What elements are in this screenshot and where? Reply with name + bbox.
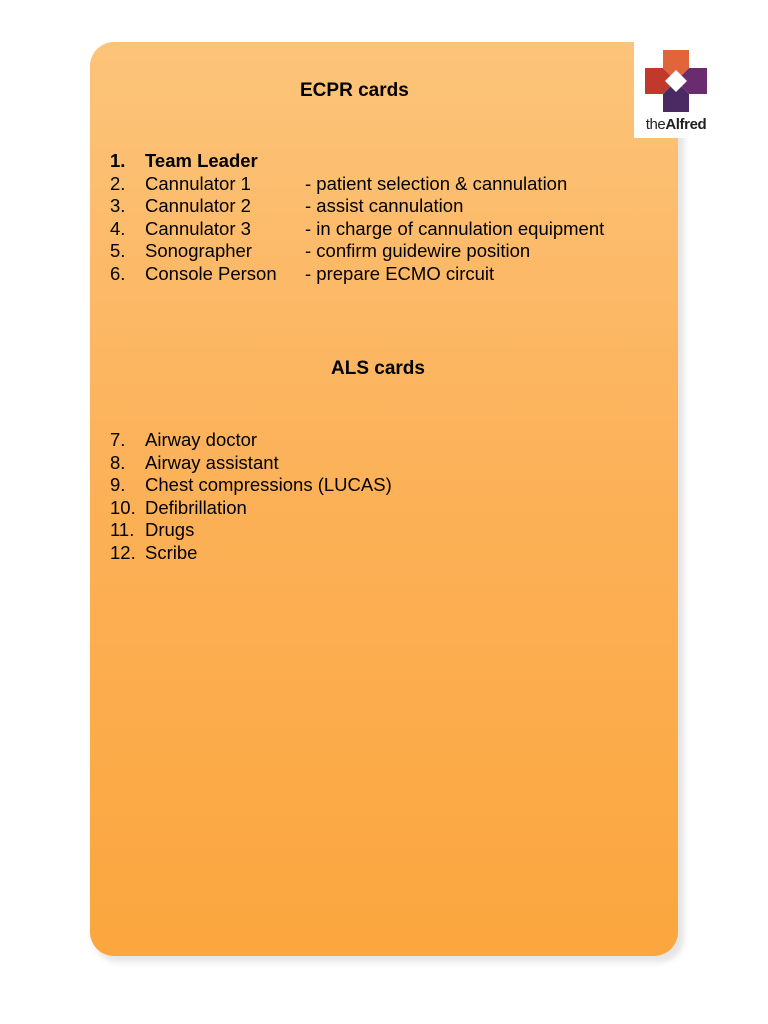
item-role: Team Leader <box>145 150 258 171</box>
item-number: 12. <box>110 541 136 563</box>
item-task: - prepare ECMO circuit <box>305 262 495 284</box>
item-number: 9. <box>110 474 126 495</box>
item-number: 3. <box>110 195 126 216</box>
item-task: - confirm guidewire position <box>305 240 531 261</box>
item-number: 10. <box>110 496 136 518</box>
ecpr-title: ECPR cards <box>300 80 409 101</box>
item-number: 8. <box>110 451 126 473</box>
als-title: ALS cards <box>331 358 425 379</box>
alfred-logo-text <box>634 116 718 133</box>
item-task: - assist cannulation <box>305 195 464 216</box>
alfred-cross-icon <box>643 48 709 114</box>
item-role: Drugs <box>145 519 195 540</box>
item-number: 6. <box>110 262 126 284</box>
item-number: 4. <box>110 217 126 239</box>
logo-text-alfred: Alfred <box>665 116 707 133</box>
item-task: - in charge of cannulation equipment <box>305 217 605 239</box>
item-role: Cannulator 3 <box>145 217 251 239</box>
logo-text-the: the <box>645 116 666 133</box>
item-role: Airway assistant <box>145 451 279 473</box>
item-number: 11. <box>110 519 135 540</box>
item-role: Cannulator 1 <box>145 172 251 194</box>
item-number: 5. <box>110 240 126 261</box>
item-role: Scribe <box>145 541 198 563</box>
item-number: 7. <box>110 429 126 450</box>
item-role: Console Person <box>145 262 277 284</box>
item-role: Defibrillation <box>145 496 247 518</box>
alfred-logo <box>634 40 718 138</box>
item-number: 2. <box>110 172 126 194</box>
item-role: Cannulator 2 <box>145 195 251 216</box>
item-number: 1. <box>110 150 126 171</box>
item-role: Chest compressions (LUCAS) <box>145 474 392 495</box>
item-role: Airway doctor <box>145 429 258 450</box>
item-role: Sonographer <box>145 240 252 261</box>
item-task: - patient selection & cannulation <box>305 172 568 194</box>
